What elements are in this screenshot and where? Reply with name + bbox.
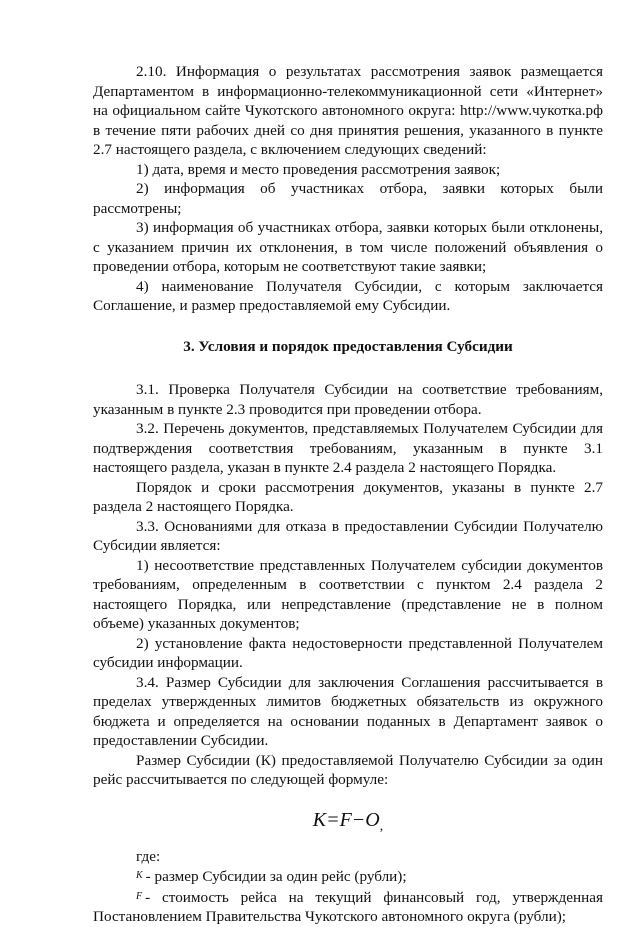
where-label: где:: [136, 847, 161, 865]
list-item: 1) несоответствие представленных Получателем субсидии документов требованиям, определенным в соответствии с пунктом 2.4 раздела 2 настоящего Порядка, или непредставление (представление не в полном объеме) указанных документов;: [93, 556, 603, 632]
list-item: 1) дата, время и место проведения рассмотрения заявок;: [136, 160, 501, 178]
paragraph-3-2: 3.2. Перечень документов, представляемых Получателем Субсидии для подтверждения соответствия требованиям, указанным в пункте 3.1 настоящего раздела, указан в пункте 2.4 раздела 2 настоящего Порядка.: [93, 420, 603, 476]
list-item: 3) информация об участниках отбора, заявки которых были отклонены, с указанием причин их отклонения, в том числе положений объявления о проведении отбора, которым не соответствуют такие заявки;: [93, 219, 603, 275]
paragraph-3-4-size: Размер Субсидии (К) предоставляемой Получателю Субсидии за один рейс рассчитывается по следующей формуле:: [93, 751, 603, 788]
formula: [93, 806, 603, 841]
list-item: 2) информация об участниках отбора, заявки которых были рассмотрены;: [93, 180, 603, 217]
list-item: 4) наименование Получателя Субсидии, с которым заключается Соглашение, и размер предоставляемой ему Субсидии.: [93, 277, 603, 314]
formula-comma: ,: [379, 818, 384, 834]
paragraph-3-3: 3.3. Основаниями для отказа в предоставлении Субсидии Получателю Субсидии является:: [93, 517, 603, 554]
section-3-heading: 3. Условия и порядок предоставления Субсидии: [183, 337, 513, 355]
definition-f-text: - стоимость рейса на текущий финансовый год, утвержденная Постановлением Правительства Чукотского автономного округа (рубли);: [93, 888, 603, 925]
paragraph-3-2-order: Порядок и сроки рассмотрения документов, указаны в пункте 2.7 раздела 2 настоящего Порядка.: [93, 478, 603, 515]
paragraph-3-1: 3.1. Проверка Получателя Субсидии на соответствие требованиям, указанным в пункте 2.3 проводится при проведении отбора.: [93, 381, 603, 418]
paragraph-2-10: 2.10. Информация о результатах рассмотрения заявок размещается Департаментом в информационно-телекоммуникационной сети «Интернет» на официальном сайте Чукотского автономного округа: http://www.чукотка.рф в течение пяти рабочих дней со дня принятия решения, указанного в пункте 2.7 настоящего раздела, с включением следующих сведений:: [93, 63, 603, 158]
document-page: [93, 62, 603, 927]
symbol-f: F: [136, 890, 143, 902]
definition-k: [93, 866, 603, 887]
list-item: 2) установление факта недостоверности представленной Получателем субсидии информации.: [93, 634, 603, 671]
symbol-k: K: [136, 870, 143, 881]
definition-f: [93, 887, 603, 927]
paragraph-3-4: 3.4. Размер Субсидии для заключения Соглашения рассчитывается в пределах утвержденных лимитов бюджетных обязательств из окружного бюджета и определяется на основании поданных в Департамент заявок о предоставлении Субсидии.: [93, 673, 603, 749]
definition-k-text: - размер Субсидии за один рейс (рубли);: [145, 868, 407, 885]
formula-expression: K=F−O: [312, 808, 380, 831]
